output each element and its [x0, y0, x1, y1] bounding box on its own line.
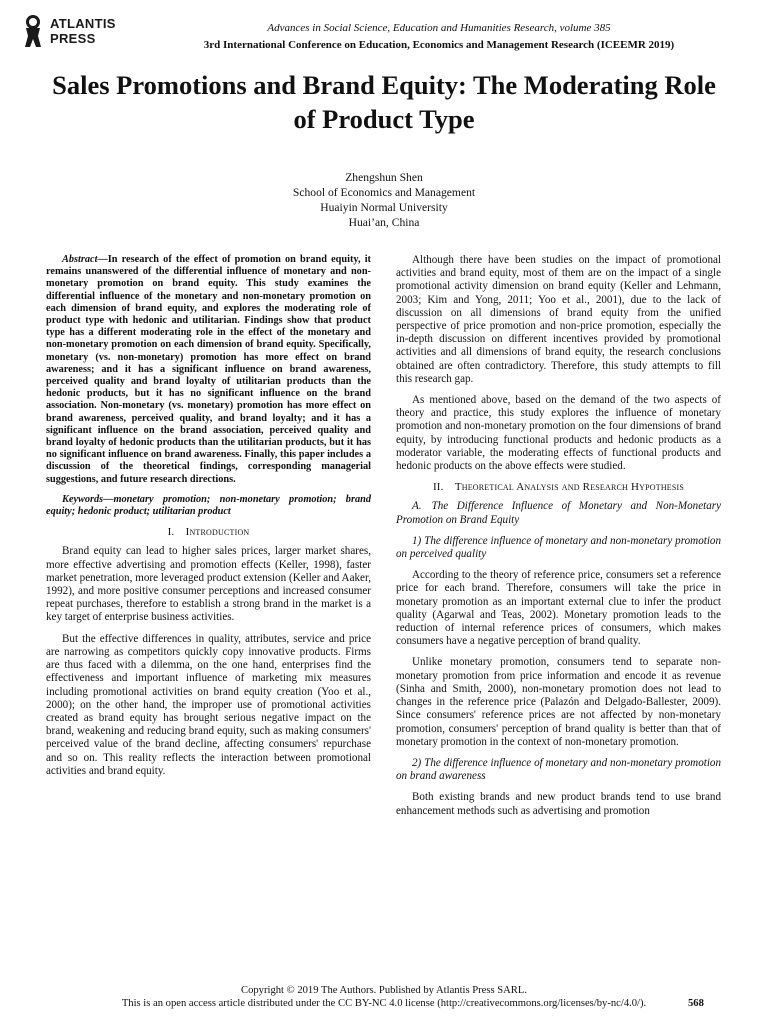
logo-line1: ATLANTIS	[50, 16, 116, 31]
page-number: 568	[688, 998, 704, 1009]
author-block	[0, 170, 768, 230]
paragraph: Although there have been studies on the impact of promotional activities and brand equity, most of them are on the impact of a single promotional activity dimension on brand equity (Keller and Lehmann, 2003; Kim and Yong, 2011; Yoo et al., 2001), due to the lack of discussion on all dimensions of brand equity from the unified perspective of price promotion and non-price promotion, especially the in-depth discussion on different incentives provided by promotional activities and all dimensions of brand equity, the research conclusions obtained are often contradictory. Therefore, this study attempts to fill this research gap.	[396, 254, 721, 385]
left-column	[46, 254, 371, 786]
paragraph: Unlike monetary promotion, consumers tend to separate non-monetary promotion from price information and encode it as revenue (Sinha and Smith, 2000), non-monetary promotion does not lead to changes in the reference price (Palazón and Delgado-Ballester, 2009). Since consumers' reference prices are not affected by non-monetary promotion, consumers' perception of brand quality is better than that of monetary promotion in the context of non-monetary promotion.	[396, 656, 721, 748]
subsubsection-heading: 1) The difference influence of monetary and non-monetary promotion on perceived quality	[396, 534, 721, 561]
author-institution: Huaiyin Normal University	[320, 201, 448, 214]
conference-name: 3rd International Conference on Education, Economics and Management Research (ICEEMR 2019)	[203, 39, 675, 51]
keywords: Keywords—monetary promotion; non-monetary promotion; brand equity; hedonic product; utilitarian product	[46, 493, 371, 518]
right-column	[396, 254, 721, 826]
section-heading-introduction: I. Introduction	[167, 526, 250, 539]
paragraph: According to the theory of reference price, consumers set a reference price for each brand. Therefore, consumers will take the price in monetary promotion as an important external clue to infer the product quality (Agarwal and Teas, 2002). Monetary promotion leads to the reduction of internal reference prices of consumers, which makes consumers have a negative perception of brand quality.	[396, 569, 721, 648]
running-head: Advances in Social Science, Education and Humanities Research, volume 385	[267, 22, 611, 34]
atlas-figure-icon	[22, 14, 44, 48]
subsection-heading-a	[396, 500, 721, 526]
copyright-line: Copyright © 2019 The Authors. Published by Atlantis Press SARL.	[241, 985, 527, 996]
subsection-title: The Difference Influence of Monetary and Non-Monetary Promotion on Brand Equity	[396, 500, 721, 526]
paragraph: Brand equity can lead to higher sales prices, larger market shares, more effective advertising and promotion effects (Keller, 1998), faster market penetration, more leveraged product extension (Keller and Aaker, 1992), and more positive consumer perceptions and increased consumer repeat purchases, therefore to establish a strong brand in the market is a key target of enterprise business activities.	[46, 545, 371, 624]
author-location: Huai’an, China	[348, 216, 420, 229]
copyright-footer	[0, 984, 768, 1010]
publisher-logo	[22, 14, 132, 50]
subsection-label: A.	[412, 500, 422, 513]
paragraph: But the effective differences in quality, attributes, service and price are narrowing as competitors quickly copy innovative products. Firms are thus faced with a dilemma, on the one hand, enterprises find the effectiveness and important influence of marketing mix measures including promotional activities on brand equity creation (Yoo et al., 2000); on the other hand, the improper use of promotional activities created as brand equity has brought serious negative impact on the brand, weakening and reducing brand equity, such as making consumers' perceived value of the brand decline, affecting consumers' repurchase and so on. This reality reflects the interaction between promotional activities and brand equity.	[46, 632, 371, 777]
author-name: Zhengshun Shen	[345, 171, 423, 184]
abstract	[46, 254, 371, 486]
paragraph: Both existing brands and new product brands tend to use brand enhancement methods such as advertising and promotion	[396, 791, 721, 817]
subsubsection-heading: 2) The difference influence of monetary and non-monetary promotion on brand awareness	[396, 756, 721, 783]
abstract-text: —In research of the effect of promotion on brand equity, it remains unanswered of the differential influence of monetary and non-monetary promotion on brand equity. This study examines the differential influence of the monetary and non-monetary promotion on each dimension of brand equity, and explores the moderating role of product type with hedonic and utilitarian. Findings show that product type has a different moderating role in the effect of the monetary and non-monetary promotion on each dimension of brand equity. Specifically, monetary (vs. non-monetary) promotion has more effect on brand awareness; and it has a significant influence on brand awareness, perceived quality and brand loyalty of utilitarian products than the hedonic products, but it has no significant influence on the brand association. Non-monetary (vs. monetary) promotion has more effect on brand awareness, perceived quality, and brand loyalty; and it has a significant influence on the brand association, perceived quality and brand loyalty of hedonic products than the utilitarian products, but it has no significant influence on brand awareness. Finally, this paper includes a discussion of the theoretical findings, corresponding managerial suggestions, and future research directions.	[46, 254, 371, 485]
paper-title: Sales Promotions and Brand Equity: The Moderating Role of Product Type	[52, 70, 716, 134]
abstract-lead: Abstract	[62, 254, 98, 265]
license-line: This is an open access article distributed under the CC BY-NC 4.0 license (http://creativecommons.org/licenses/by-nc/4.0/).	[121, 998, 647, 1009]
publisher-logo-text	[50, 16, 116, 46]
section-heading-theory: II. Theoretical Analysis and Research Hypothesis	[432, 481, 685, 494]
paragraph: As mentioned above, based on the demand of the two aspects of theory and practice, this study explores the influence of monetary promotion and non-monetary promotion on the four dimensions of brand equity, by introducing functional products and hedonic products as a moderator variable, the moderating effects of functional products and hedonic products on the above effects were studied.	[396, 394, 721, 473]
logo-line2: PRESS	[50, 31, 96, 46]
author-affiliation: School of Economics and Management	[292, 186, 476, 199]
